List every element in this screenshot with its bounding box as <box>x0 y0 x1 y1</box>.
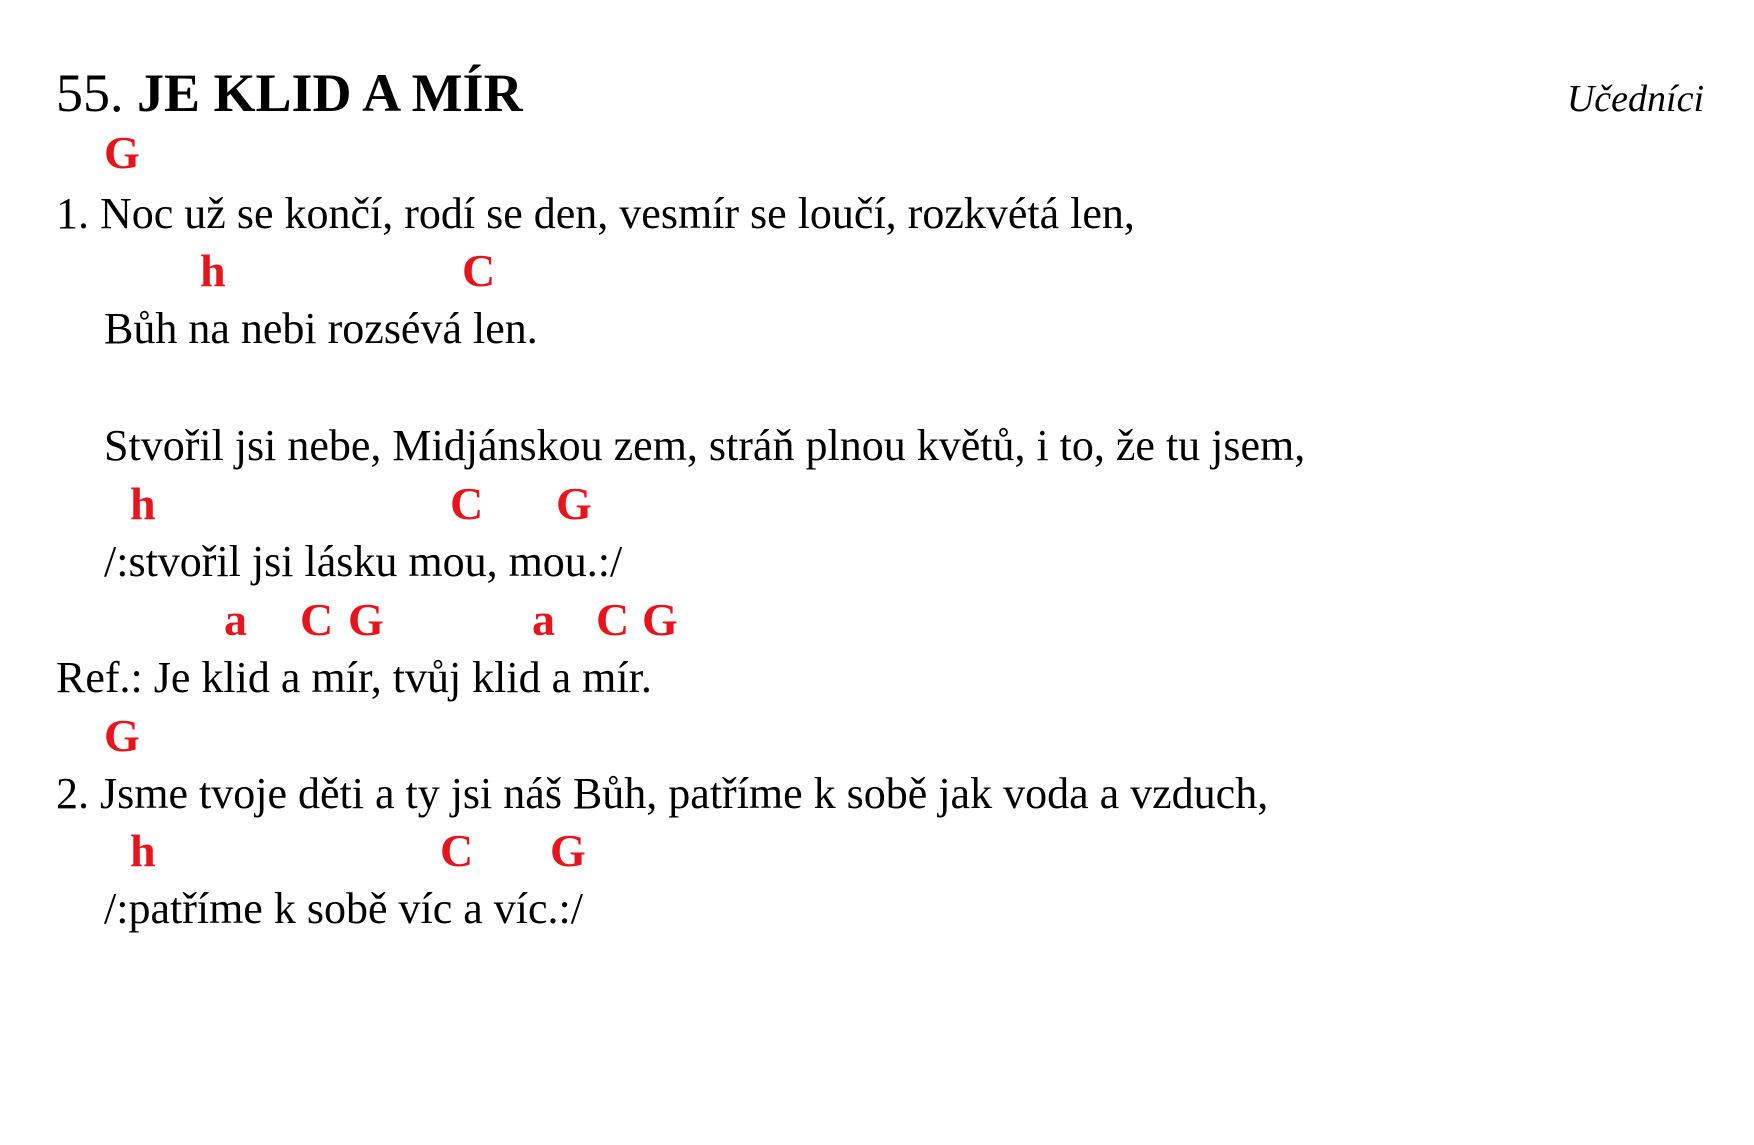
chord: G <box>550 825 586 876</box>
song-title: JE KLID A MÍR <box>137 63 523 123</box>
chord: C <box>462 245 496 296</box>
song-author: Učedníci <box>1566 78 1704 120</box>
chord: a <box>224 594 247 645</box>
lyric-line: /:patříme k sobě víc a víc.:/ <box>104 884 583 933</box>
chord: G <box>556 478 592 529</box>
chord: C <box>440 825 474 876</box>
chord: G <box>642 594 678 645</box>
chord: a <box>532 594 555 645</box>
lyric-line: 2. Jsme tvoje děti a ty jsi náš Bůh, patříme k sobě jak voda a vzduch, <box>56 769 1269 818</box>
song-number: 55. <box>56 63 124 123</box>
chord: h <box>200 245 226 296</box>
chord: G <box>104 710 140 761</box>
chord: C <box>300 594 334 645</box>
lyric-line: Bůh na nebi rozsévá len. <box>104 304 538 353</box>
chord: C <box>450 478 484 529</box>
lyric-line: 1. Noc už se končí, rodí se den, vesmír se loučí, rozkvétá len, <box>56 189 1135 238</box>
song-heading <box>56 63 523 123</box>
lyric-line: Stvořil jsi nebe, Midjánskou zem, stráň plnou květů, i to, že tu jsem, <box>104 421 1306 470</box>
chord: h <box>130 825 156 876</box>
chord: G <box>104 127 140 178</box>
chord: h <box>130 478 156 529</box>
chord: G <box>348 594 384 645</box>
lyric-line: /:stvořil jsi lásku mou, mou.:/ <box>104 537 623 586</box>
chord: C <box>596 594 630 645</box>
refrain-line: Ref.: Je klid a mír, tvůj klid a mír. <box>56 653 652 702</box>
